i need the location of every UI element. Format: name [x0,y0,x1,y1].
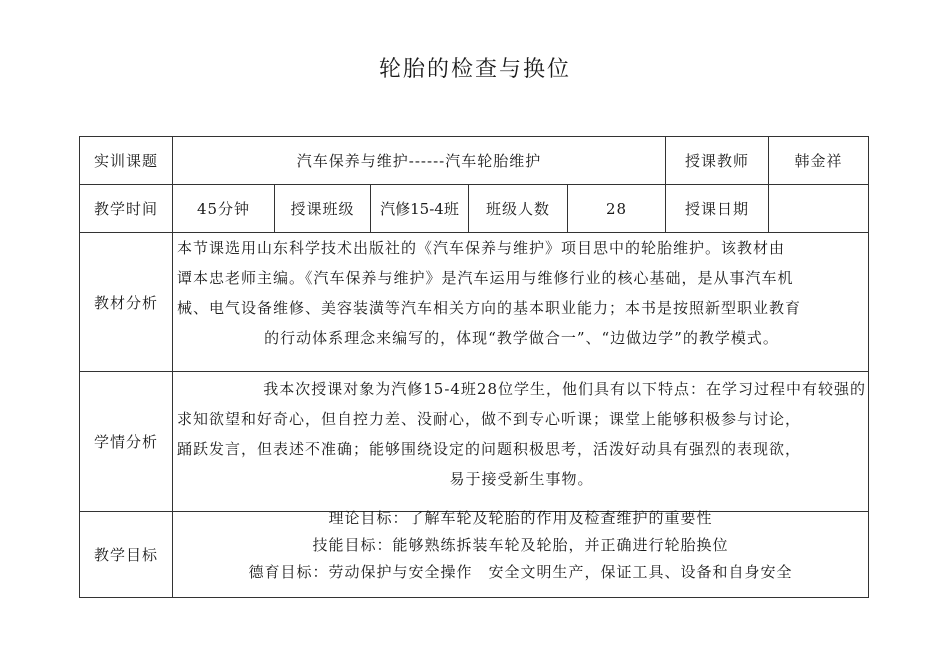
count-label: 班级人数 [469,185,568,233]
teaching-goals [173,509,869,598]
table-row [80,372,869,512]
text-line: 易于接受新生事物。 [449,470,594,488]
text-line: 本节课选用山东科学技术出版社的《汽车保养与维护》项目思中的轮胎维护。该教材由 [177,239,786,257]
date-label: 授课日期 [666,185,769,233]
text-line: 技能目标：能够熟练拆装车轮及轮胎，并正确进行轮胎换位 [312,536,729,554]
table-row [80,185,869,233]
topic-label: 实训课题 [80,137,173,185]
table-row [80,512,869,598]
text-line: 踊跃发言，但表述不准确；能够围绕设定的问题积极思考，活泼好动具有强烈的表现欲， [177,440,802,458]
count-value: 28 [568,185,666,233]
table-row [80,137,869,185]
student-analysis [173,372,869,512]
students-label: 学情分析 [80,372,173,512]
teacher-label: 授课教师 [666,137,769,185]
goals-label: 教学目标 [80,512,173,598]
text-line: 求知欲望和好奇心，但自控力差、没耐心，做不到专心听课；课堂上能够积极参与讨论， [177,410,802,428]
text-line: 我本次授课对象为汽修15-4班28位学生，他们具有以下特点：在学习过程中有较强的 [263,380,867,398]
topic-value: 汽车保养与维护------汽车轮胎维护 [173,137,666,185]
text-line: 械、电气设备维修、美容装潢等汽车相关方向的基本职业能力；本书是按照新型职业教育 [177,299,802,317]
class-value: 汽修15-4班 [371,185,469,233]
text-line: 德育目标：劳动保护与安全操作 安全文明生产，保证工具、设备和自身安全 [248,563,793,581]
text-line: 谭本忠老师主编。《汽车保养与维护》是汽车运用与维修行业的核心基础，是从事汽车机 [177,269,794,287]
time-value: 45分钟 [173,185,275,233]
textbook-analysis [173,233,869,372]
table-row [80,233,869,372]
class-label: 授课班级 [275,185,371,233]
date-value [769,185,869,233]
time-label: 教学时间 [80,185,173,233]
text-line: 的行动体系理念来编写的，体现“教学做合一”、“边做边学”的教学模式。 [264,329,779,347]
teacher-value: 韩金祥 [769,137,869,185]
textbook-label: 教材分析 [80,233,173,372]
lesson-plan-table [79,136,869,598]
text-line: 理论目标：了解车轮及轮胎的作用及检查维护的重要性 [328,509,713,527]
page-title: 轮胎的检查与换位 [378,57,571,82]
